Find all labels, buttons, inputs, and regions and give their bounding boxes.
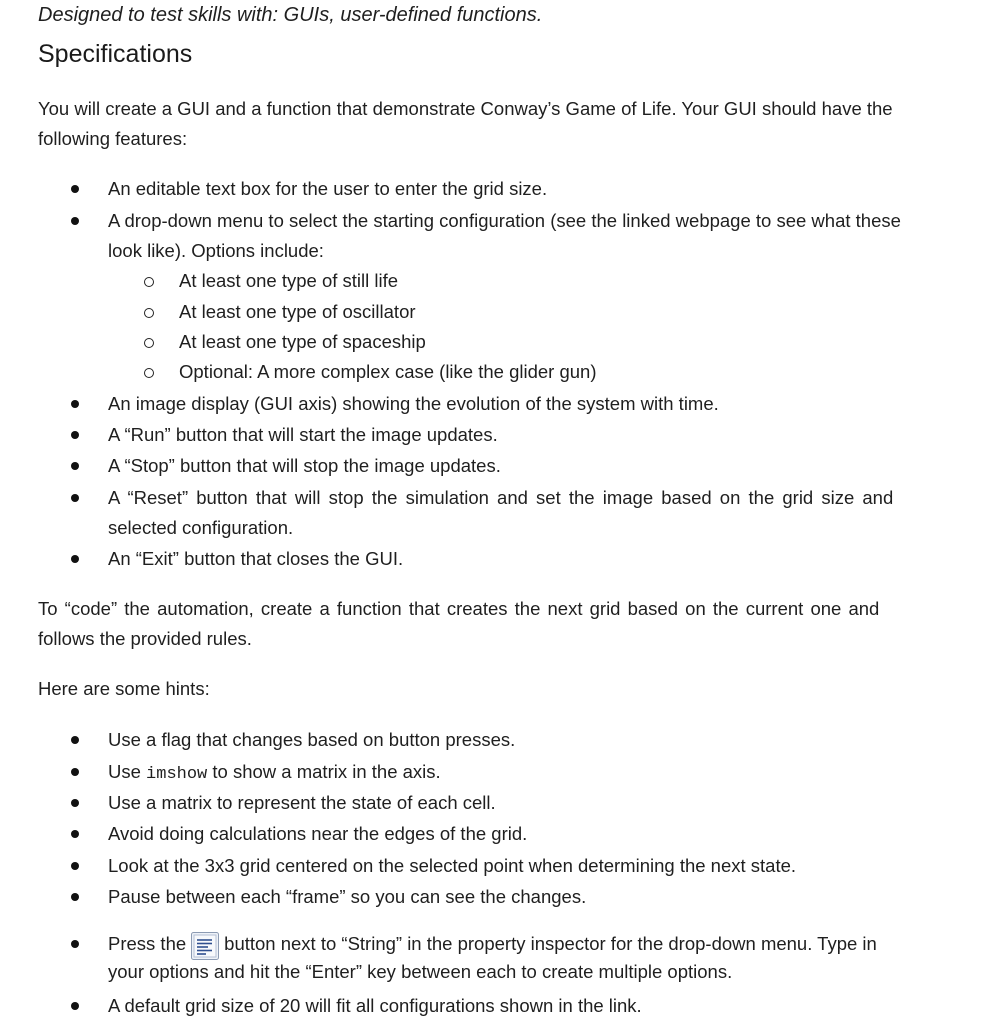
hint-text: Pause between each “frame” so you can see the changes. <box>108 886 587 907</box>
bullet-icon <box>71 494 79 502</box>
feature-text: A “Stop” button that will stop the image updates. <box>108 455 501 476</box>
spec-paragraph-line2: following features: <box>38 128 188 149</box>
spec-paragraph <box>38 94 954 154</box>
bullet-icon <box>71 862 79 870</box>
specifications-heading: Specifications <box>38 40 193 68</box>
feature-text-line1: A drop-down menu to select the starting configuration (see the linked webpage to see what these <box>108 210 901 231</box>
code-paragraph <box>38 594 954 654</box>
bullet-icon <box>71 768 79 776</box>
circle-bullet-icon <box>144 308 154 318</box>
feature-text <box>108 483 954 543</box>
option-text: At least one type of oscillator <box>179 301 416 322</box>
hint-text-post: to show a matrix in the axis. <box>212 761 441 782</box>
bullet-icon <box>71 736 79 744</box>
imshow-code: imshow <box>146 765 208 784</box>
string-editor-icon <box>191 932 219 960</box>
feature-text-line2: look like). Options include: <box>108 240 324 261</box>
bullet-icon <box>71 400 79 408</box>
feature-text <box>108 206 954 266</box>
hint-text <box>108 757 954 790</box>
hint-text: Avoid doing calculations near the edges of the grid. <box>108 823 528 844</box>
bullet-icon <box>71 940 79 948</box>
option-text: At least one type of spaceship <box>179 331 426 352</box>
hint-text: Use a flag that changes based on button presses. <box>108 729 516 750</box>
bullet-icon <box>71 431 79 439</box>
feature-text: An “Exit” button that closes the GUI. <box>108 548 404 569</box>
hint-text-pre: Press the <box>108 933 187 954</box>
feature-text-line2: selected configuration. <box>108 517 294 538</box>
feature-text: An editable text box for the user to enter the grid size. <box>108 178 548 199</box>
hint-text-pre: Use <box>108 761 141 782</box>
bullet-icon <box>71 830 79 838</box>
code-paragraph-line1: To “code” the automation, create a function that creates the next grid based on the current one and <box>38 598 880 619</box>
option-text: At least one type of still life <box>179 270 399 291</box>
hint-text-line2: your options and hit the “Enter” key between each to create multiple options. <box>108 961 733 982</box>
hint-text <box>108 929 954 987</box>
code-paragraph-line2: follows the provided rules. <box>38 628 252 649</box>
bullet-icon <box>71 185 79 193</box>
bullet-icon <box>71 462 79 470</box>
bullet-icon <box>71 799 79 807</box>
bullet-icon <box>71 893 79 901</box>
bullet-icon <box>71 1002 79 1010</box>
circle-bullet-icon <box>144 338 154 348</box>
circle-bullet-icon <box>144 368 154 378</box>
feature-text: A “Run” button that will start the image updates. <box>108 424 498 445</box>
hint-text: Use a matrix to represent the state of each cell. <box>108 792 496 813</box>
feature-text: An image display (GUI axis) showing the evolution of the system with time. <box>108 393 719 414</box>
hint-text: A default grid size of 20 will fit all configurations shown in the link. <box>108 995 642 1016</box>
option-text: Optional: A more complex case (like the glider gun) <box>179 361 597 382</box>
hint-text: Look at the 3x3 grid centered on the selected point when determining the next state. <box>108 855 797 876</box>
hint-text-post: button next to “String” in the property inspector for the drop-down menu. Type in <box>224 933 877 954</box>
feature-text-line1: A “Reset” button that will stop the simulation and set the image based on the grid size and <box>108 487 894 508</box>
hints-intro: Here are some hints: <box>38 678 210 699</box>
bullet-icon <box>71 217 79 225</box>
bullet-icon <box>71 555 79 563</box>
designed-to-test-line: Designed to test skills with: GUIs, user-defined functions. <box>38 4 543 26</box>
spec-paragraph-line1: You will create a GUI and a function that demonstrate Conway’s Game of Life. Your GUI should have the <box>38 98 893 119</box>
hint-text-line1 <box>108 929 954 959</box>
circle-bullet-icon <box>144 277 154 287</box>
